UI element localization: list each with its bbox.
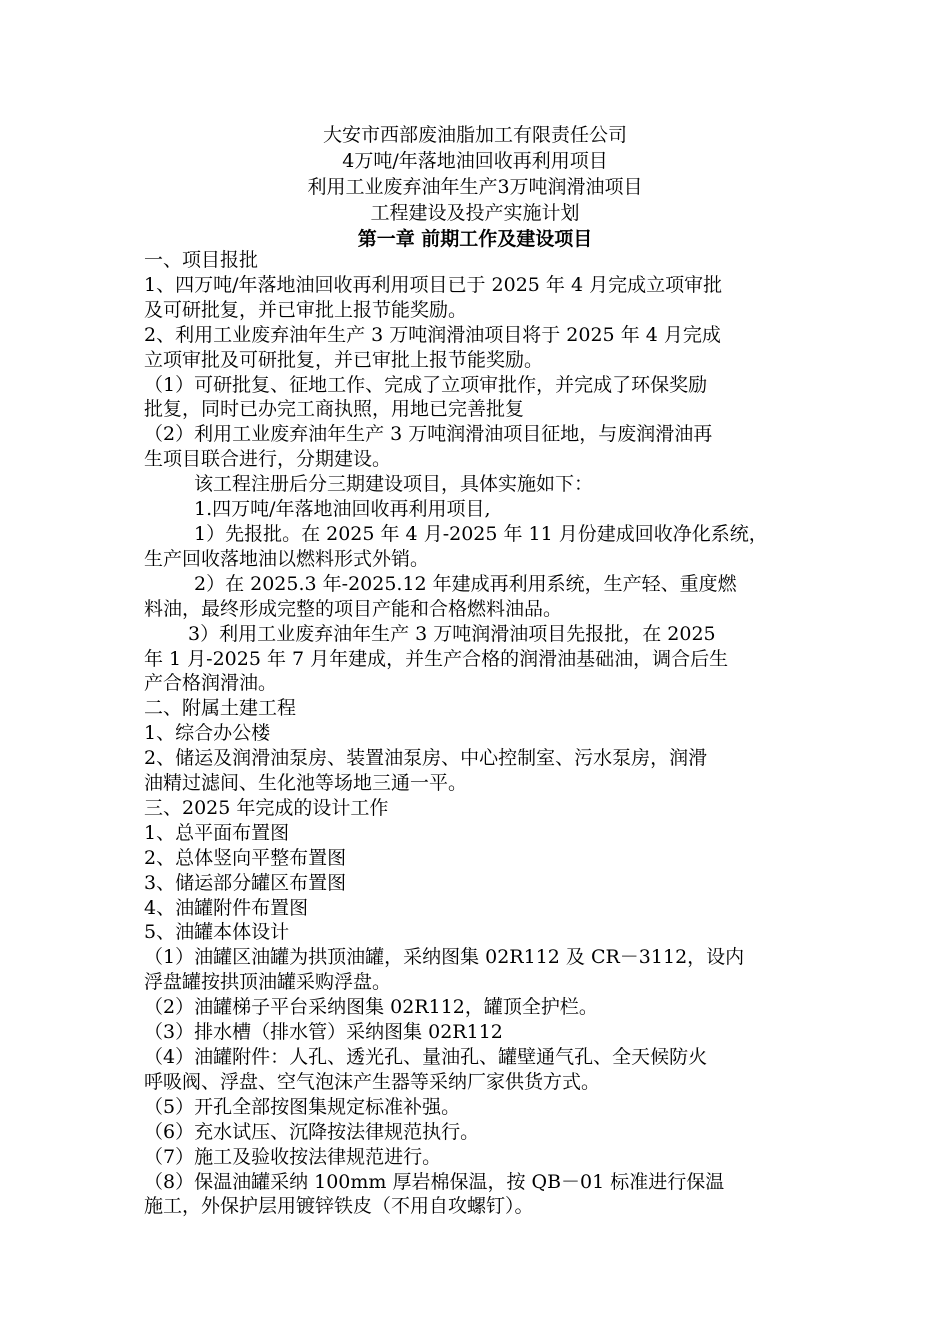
list-item: 1、综合办公楼 — [144, 722, 271, 745]
paragraph-line: 1、四万吨/年落地油回收再利用项目已于 2025 年 4 月完成立项审批 — [144, 273, 723, 296]
paragraph-line: （2）利用工业废弃油年生产 3 万吨润滑油项目征地，与废润滑油再 — [144, 423, 713, 446]
paragraph-line: 年 1 月-2025 年 7 月年建成，并生产合格的润滑油基础油，调合后生 — [144, 647, 729, 670]
list-item: 施工，外保护层用镀锌铁皮（不用自攻螺钉）。 — [144, 1195, 534, 1218]
paragraph-line: 料油，最终形成完整的项目产能和合格燃料油品。 — [144, 597, 563, 620]
project-title-1: 4万吨/年落地油回收再利用项目 — [342, 150, 608, 172]
list-item: （1）油罐区油罐为拱顶油罐，采纳图集 02R112 及 CR－3112，设内 — [144, 946, 745, 969]
list-item: 油精过滤间、生化池等场地三通一平。 — [144, 772, 468, 795]
document-header — [0, 122, 950, 252]
section-heading: 二、附属土建工程 — [144, 697, 297, 720]
list-item: （5）开孔全部按图集规定标准补强。 — [144, 1095, 461, 1118]
paragraph-line: 该工程注册后分三期建设项目，具体实施如下： — [194, 473, 594, 496]
list-item: （6）充水试压、沉降按法律规范执行。 — [144, 1120, 480, 1143]
list-item: 1、总平面布置图 — [144, 821, 290, 844]
list-item: 呼吸阀、浮盘、空气泡沫产生器等采纳厂家供货方式。 — [144, 1070, 601, 1093]
section-heading: 一、项目报批 — [144, 249, 259, 271]
section-heading: 三、2025 年完成的设计工作 — [144, 796, 389, 819]
paragraph-line: 1）先报批。在 2025 年 4 月-2025 年 11 月份建成回收净化系统， — [194, 522, 768, 545]
document-body — [144, 248, 814, 1219]
list-item: 4、油罐附件布置图 — [144, 896, 309, 919]
list-item: 3、储运部分罐区布置图 — [144, 871, 347, 894]
list-item: 浮盘罐按拱顶油罐采购浮盘。 — [144, 971, 392, 994]
paragraph-line: 生产回收落地油以燃料形式外销。 — [144, 547, 430, 570]
paragraph-line: 3）利用工业废弃油年生产 3 万吨润滑油项目先报批，在 2025 — [188, 622, 716, 645]
paragraph-line: 立项审批及可研批复，并已审批上报节能奖励。 — [144, 348, 544, 371]
project-title-2: 利用工业废弃油年生产3万吨润滑油项目 — [307, 176, 643, 198]
list-item: 2、总体竖向平整布置图 — [144, 846, 347, 869]
company-name: 大安市西部废油脂加工有限责任公司 — [322, 124, 627, 146]
list-item: （2）油罐梯子平台采纳图集 02R112，罐顶全护栏。 — [144, 996, 598, 1019]
paragraph-line: 批复，同时已办完工商执照，用地已完善批复 — [144, 398, 525, 421]
list-item: （8）保温油罐采纳 100mm 厚岩棉保温，按 QB－01 标准进行保温 — [144, 1170, 725, 1193]
list-item: （3）排水槽（排水管）采纳图集 02R112 — [144, 1021, 503, 1044]
paragraph-line: 2、利用工业废弃油年生产 3 万吨润滑油项目将于 2025 年 4 月完成 — [144, 323, 721, 346]
list-item: （7）施工及验收按法律规范进行。 — [144, 1145, 442, 1168]
paragraph-line: 产合格润滑油。 — [144, 672, 278, 695]
chapter-heading: 第一章 前期工作及建设项目 — [357, 228, 593, 250]
list-item: （4）油罐附件：人孔、透光孔、量油孔、罐壁通气孔、全天候防火 — [144, 1046, 708, 1068]
list-item: 2、储运及润滑油泵房、装置油泵房、中心控制室、污水泵房，润滑 — [144, 747, 708, 770]
list-item: 5、油罐本体设计 — [144, 921, 290, 944]
paragraph-line: （1）可研批复、征地工作、完成了立项审批作，并完成了环保奖励 — [144, 373, 708, 396]
plan-title: 工程建设及投产实施计划 — [370, 202, 580, 224]
paragraph-line: 1.四万吨/年落地油回收再利用项目, — [194, 498, 491, 521]
paragraph-line: 2）在 2025.3 年-2025.12 年建成再利用系统，生产轻、重度燃 — [194, 572, 737, 595]
paragraph-line: 生项目联合进行，分期建设。 — [144, 448, 392, 471]
paragraph-line: 及可研批复，并已审批上报节能奖励。 — [144, 298, 468, 321]
